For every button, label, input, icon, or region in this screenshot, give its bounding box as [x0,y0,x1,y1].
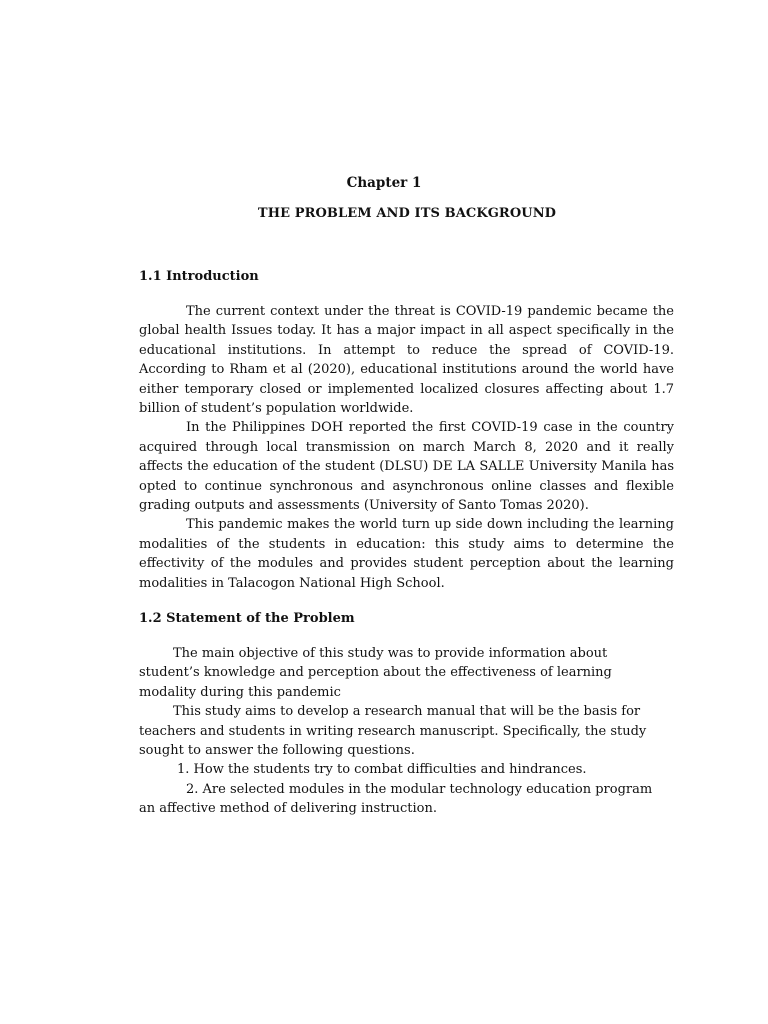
sop-question-2: 2. Are selected modules in the modular technology education program an affective method of delivering instruction. [139,781,653,817]
sop-paragraph-1: The main objective of this study was to provide information about student’s knowledge and perception about the effectiveness of learning modality during this pandemic [139,646,612,700]
sop-paragraph-2: This study aims to develop a research manual that will be the basis for teachers and students in writing research manuscript. Specifically, the study sought to answer the following questions. [139,704,647,759]
intro-paragraph-1: The current context under the threat is COVID-19 pandemic became the global health Issues today. It has a major impact in all aspect specifically in the educational institutions. In attempt to reduce the spread of COVID-19. According to Rham et al (2020), educational institutions around the world have either temporary closed or implemented localized closures affecting about 1.7 billion of student’s population worldwide. [139,304,674,417]
statement-of-problem-heading: 1.2 Statement of the Problem [139,611,355,626]
introduction-heading: 1.1 Introduction [139,269,259,284]
intro-paragraph-2: In the Philippines DOH reported the first COVID-19 case in the country acquired through local transmission on march March 8, 2020 and it really affects the education of the student (DLSU) DE LA SALLE University Manila has opted to continue synchronous and asynchronous online classes and flexible grading outputs and assessments (University of Santo Tomas 2020). [139,420,674,514]
intro-paragraph-3: This pandemic makes the world turn up side down including the learning modalities of the students in education: this study aims to determine the effectivity of the modules and provides student perception about the learning modalities in Talacogon National High School. [139,517,674,591]
chapter-label: Chapter 1 [346,175,422,191]
statement-of-problem-body [139,644,659,819]
chapter-title: THE PROBLEM AND ITS BACKGROUND [257,206,557,221]
sop-question-1: 1. How the students try to combat difficulties and hindrances. [177,762,587,778]
introduction-body [139,302,674,593]
